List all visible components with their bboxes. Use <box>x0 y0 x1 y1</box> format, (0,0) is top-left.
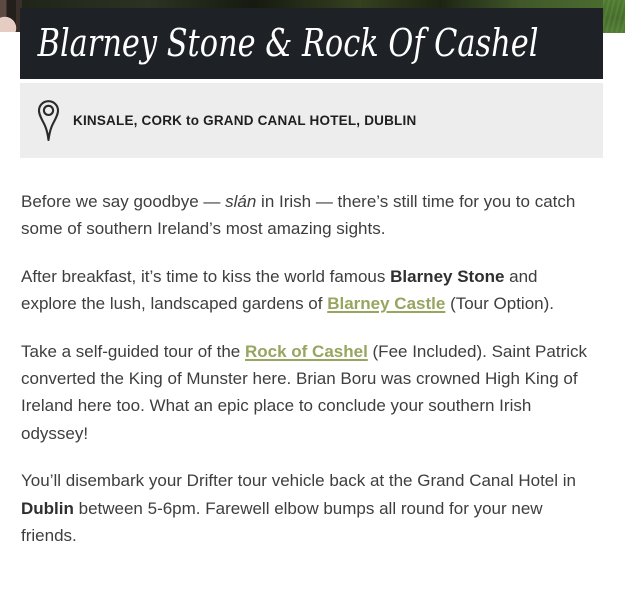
rock-of-cashel-link[interactable]: Rock of Cashel <box>244 341 368 361</box>
day-title-banner <box>20 8 603 79</box>
text-run: Dublin <box>21 498 74 518</box>
hero-photo-left-sliver <box>0 0 22 32</box>
paragraph <box>21 338 593 448</box>
route-label: KINSALE, CORK to GRAND CANAL HOTEL, DUBLIN <box>73 113 417 128</box>
paragraph <box>21 263 593 318</box>
paragraph <box>21 467 593 549</box>
text-run: (Fee Included). Saint Patrick converted the King of Munster here. Brian Boru was crowned High King of Ireland here too. What an epic place to conclude your southern Irish odyssey! <box>21 341 588 443</box>
text-run: slán <box>225 192 257 211</box>
text-run: and explore the lush, landscaped gardens of <box>21 266 538 314</box>
page-title: Blarney Stone & Rock Of Cashel <box>37 21 539 65</box>
location-pin-icon <box>37 99 60 143</box>
route-bar <box>20 83 603 158</box>
text-run: You’ll disembark your Drifter tour vehicle back at the Grand Canal Hotel in <box>21 471 576 491</box>
text-run: After breakfast, it’s time to kiss the world famous <box>21 266 391 286</box>
blarney-castle-link[interactable]: Blarney Castle <box>327 294 446 314</box>
text-run: Take a self-guided tour of the <box>21 341 245 361</box>
hero-photo-grass-corner <box>603 0 625 33</box>
text-run: Blarney Stone <box>390 266 505 286</box>
text-run: (Tour Option). <box>445 294 554 314</box>
paragraph <box>21 188 593 243</box>
text-run: in Irish — there’s still time for you to catch some of southern Ireland’s most amazing sights. <box>21 192 576 239</box>
text-run: between 5-6pm. Farewell elbow bumps all round for your new friends. <box>21 498 543 546</box>
hero-photo-top-strip <box>22 0 603 8</box>
body-paragraphs <box>21 188 593 569</box>
text-run: Before we say goodbye — <box>21 192 226 211</box>
